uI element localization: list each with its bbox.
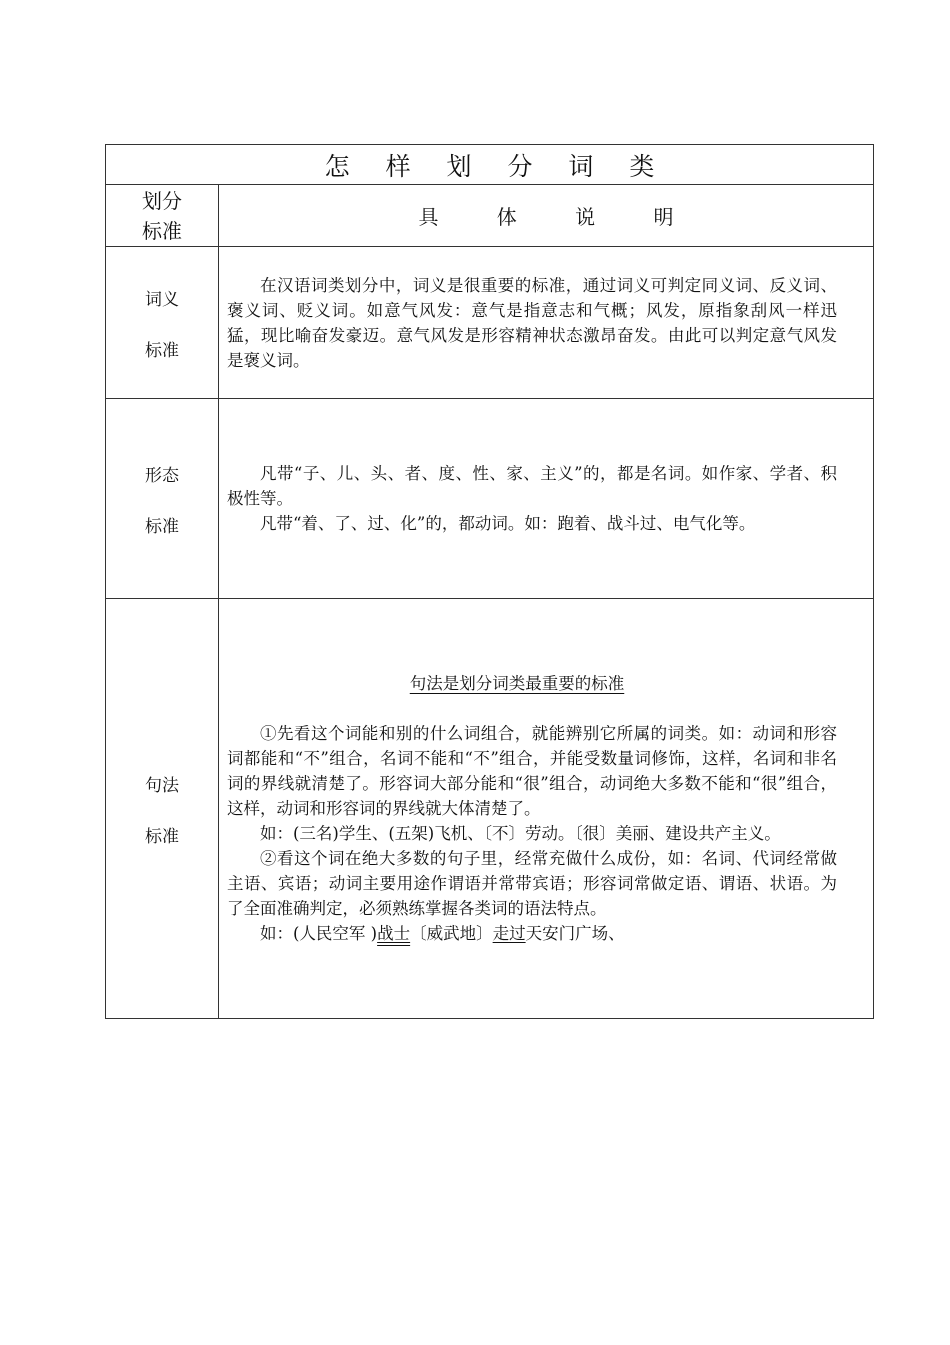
example-rest: 天安门广场、 [525, 924, 625, 943]
paragraph: ②看这个词在绝大多数的句子里，经常充做什么成份，如：名词、代词经常做主语、宾语；动词主要用途作谓语并常带宾语；形容词常做定语、谓语、状语。为了全面准确判定，必须熟练掌握各类词的语法特点。 [227, 849, 837, 918]
header-criteria-line2: 标准 [142, 218, 182, 243]
table-title: 怎 样 划 分 词 类 [106, 145, 874, 185]
paragraph: ①先看这个词能和别的什么词组合，就能辨别它所属的词类。如：动词和形容词都能和“不”组合，名词不能和“不”组合，并能受数量词修饰，这样，名词和非名词的界线就清楚了。形容词大部分能和“很”组合，动词绝大多数不能和“很”组合，这样，动词和形容词的界线就大体清楚了。 [227, 724, 837, 818]
header-description: 具 体 说 明 [219, 185, 874, 247]
row-label-line2: 标准 [145, 826, 179, 847]
row-label-line1: 句法 [145, 775, 179, 796]
row-label-line1: 形态 [145, 465, 179, 486]
word-class-table [105, 144, 874, 1019]
example-prefix: 如：(人民空军 ) [260, 924, 378, 943]
paragraph: 凡带“着、了、过、化”的，都动词。如：跑着、战斗过、电气化等。 [260, 514, 756, 533]
example-adverbial: 〔威武地〕 [410, 924, 493, 943]
example-verb: 走过 [492, 924, 526, 943]
row-body-meaning [219, 247, 874, 399]
example-sentence [227, 921, 837, 946]
paragraph: 如：(三名)学生、(五架)飞机、〔不〕劳动。〔很〕美丽、建设共产主义。 [260, 824, 781, 843]
row-body-morphology [219, 399, 874, 599]
row-label-meaning [106, 247, 219, 399]
row-body-syntax [219, 599, 874, 1019]
row-label-line2: 标准 [145, 516, 179, 537]
section-heading: 句法是划分词类最重要的标准 [409, 674, 625, 693]
header-criteria [106, 185, 219, 247]
row-label-line2: 标准 [145, 340, 179, 361]
row-label-syntax [106, 599, 219, 1019]
row-label-morphology [106, 399, 219, 599]
example-subject: 战士 [377, 924, 411, 943]
paragraph: 在汉语词类划分中，词义是很重要的标准，通过词义可判定同义词、反义词、褒义词、贬义词。如意气风发：意气是指意志和气概；风发，原指象刮风一样迅猛，现比喻奋发豪迈。意气风发是形容精神状态激昂奋发。由此可以判定意气风发是褒义词。 [227, 275, 837, 370]
row-label-line1: 词义 [145, 289, 179, 310]
paragraph: 凡带“子、儿、头、者、度、性、家、主义”的，都是名词。如作家、学者、积极性等。 [227, 464, 837, 508]
header-criteria-line1: 划分 [142, 188, 182, 213]
